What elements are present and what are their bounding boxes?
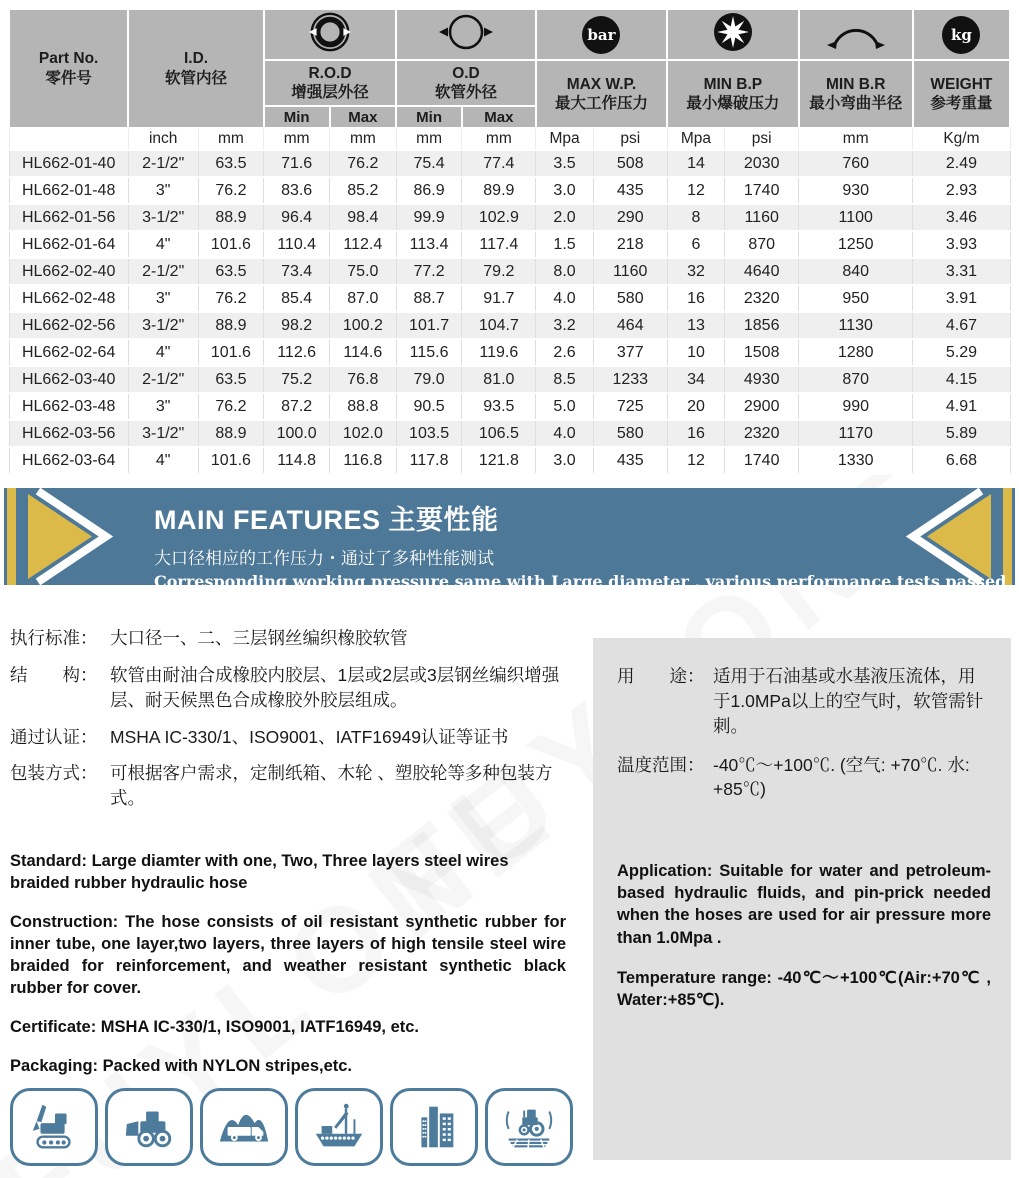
spec-value-cell: 870: [725, 231, 799, 258]
unit-cell: mm: [264, 128, 330, 150]
spec-text: MSHA IC-330/1、ISO9001、IATF16949认证等证书: [110, 726, 509, 747]
spec-value-cell: 81.0: [462, 366, 536, 393]
spec-value-cell: 990: [799, 393, 913, 420]
spec-value-cell: 930: [799, 177, 913, 204]
spec-value-cell: 3": [128, 177, 198, 204]
table-row: [9, 231, 1010, 258]
ship-icon: [295, 1088, 383, 1166]
spec-value-cell: 117.8: [396, 447, 462, 474]
spec-text: 适用于石油基或水基液压流体，用于1.0MPa以上的空气时，软管需针刺。: [713, 666, 984, 736]
certificate-paragraph-en: Certificate: MSHA IC-330/1, ISO9001, IATF16949, etc.: [10, 1018, 419, 1037]
unit-cell: Mpa: [536, 128, 594, 150]
spec-value-cell: 1508: [725, 339, 799, 366]
spec-value-cell: 63.5: [198, 150, 264, 177]
spec-value-cell: 870: [799, 366, 913, 393]
spec-item-standard-zh: [10, 626, 572, 651]
table-row: [9, 258, 1010, 285]
spec-value-cell: 725: [593, 393, 667, 420]
spec-value-cell: 3.46: [913, 204, 1010, 231]
spec-value-cell: 79.2: [462, 258, 536, 285]
bar-pressure-icon: bar: [582, 16, 620, 54]
spec-value-cell: 100.2: [330, 312, 397, 339]
bend-radius-icon: [823, 39, 889, 56]
spec-value-cell: 2-1/2": [128, 366, 198, 393]
spec-value-cell: 76.2: [198, 177, 264, 204]
spec-value-cell: 75.0: [330, 258, 397, 285]
spec-value-cell: 86.9: [396, 177, 462, 204]
spec-value-cell: 63.5: [198, 366, 264, 393]
spec-value-cell: 121.8: [462, 447, 536, 474]
header-weight: [913, 60, 1010, 128]
spec-table-body: [9, 150, 1010, 474]
header-min-br-zh: 最小弯曲半径: [809, 95, 903, 112]
main-features-banner: [4, 488, 1015, 591]
spec-value-cell: 580: [593, 420, 667, 447]
burst-badge-cell: [667, 9, 798, 60]
units-row: [9, 128, 1010, 150]
spec-value-cell: 6.68: [913, 447, 1010, 474]
spec-value-cell: 580: [593, 285, 667, 312]
spec-value-cell: 4.15: [913, 366, 1010, 393]
part-no-cell: HL662-03-64: [9, 447, 128, 474]
spec-value-cell: 75.4: [396, 150, 462, 177]
spec-value-cell: 218: [593, 231, 667, 258]
reinforcement-ring-icon: [308, 41, 352, 58]
spec-value-cell: 3.0: [536, 447, 594, 474]
spec-value-cell: 12: [667, 447, 725, 474]
spec-value-cell: 16: [667, 285, 725, 312]
spec-value-cell: 16: [667, 420, 725, 447]
spec-value-cell: 104.7: [462, 312, 536, 339]
part-no-cell: HL662-02-48: [9, 285, 128, 312]
usage-item-temperature-zh: [617, 753, 991, 803]
spec-value-cell: 4": [128, 447, 198, 474]
spec-value-cell: 508: [593, 150, 667, 177]
spec-value-cell: 1856: [725, 312, 799, 339]
spec-label: 温度范围：: [617, 754, 705, 775]
spec-value-cell: 3-1/2": [128, 312, 198, 339]
spec-value-cell: 435: [593, 447, 667, 474]
part-no-cell: HL662-01-40: [9, 150, 128, 177]
spec-label: 结 构：: [10, 664, 98, 685]
building-icon: [390, 1088, 478, 1166]
english-specs-section: [10, 833, 566, 1094]
spec-value-cell: 1130: [799, 312, 913, 339]
spec-value-cell: 117.4: [462, 231, 536, 258]
header-max-wp-zh: 最大工作压力: [554, 95, 648, 112]
spec-value-cell: 85.4: [264, 285, 330, 312]
spec-value-cell: 8.0: [536, 258, 594, 285]
kg-badge-cell: [913, 9, 1010, 60]
spec-value-cell: 14: [667, 150, 725, 177]
part-no-cell: HL662-02-64: [9, 339, 128, 366]
spec-value-cell: 116.8: [330, 447, 397, 474]
spec-value-cell: 1280: [799, 339, 913, 366]
part-no-cell: HL662-03-40: [9, 366, 128, 393]
spec-text: 软管由耐油合成橡胶内胶层、1层或2层或3层钢丝编织增强层、耐天候黑色合成橡胶外胶层组成。: [110, 664, 560, 710]
spec-value-cell: 3.0: [536, 177, 594, 204]
spec-value-cell: 88.9: [198, 204, 264, 231]
header-od-min: Min: [396, 106, 462, 128]
spec-value-cell: 77.4: [462, 150, 536, 177]
spec-value-cell: 114.6: [330, 339, 397, 366]
spec-value-cell: 10: [667, 339, 725, 366]
spec-text: 大口径一、二、三层钢丝编织橡胶软管: [110, 628, 408, 648]
unit-cell: inch: [128, 128, 198, 150]
spec-value-cell: 115.6: [396, 339, 462, 366]
spec-value-cell: 4": [128, 231, 198, 258]
spec-value-cell: 5.89: [913, 420, 1010, 447]
spec-value-cell: 1160: [593, 258, 667, 285]
banner-title-en: MAIN FEATURES: [154, 505, 381, 535]
spec-value-cell: 87.2: [264, 393, 330, 420]
unit-cell: psi: [593, 128, 667, 150]
spec-value-cell: 2030: [725, 150, 799, 177]
spec-value-cell: 71.6: [264, 150, 330, 177]
spec-value-cell: 101.6: [198, 447, 264, 474]
spec-value-cell: 377: [593, 339, 667, 366]
unit-cell: mm: [396, 128, 462, 150]
spec-value-cell: 88.7: [396, 285, 462, 312]
spec-value-cell: 1233: [593, 366, 667, 393]
table-row: [9, 339, 1010, 366]
spec-value-cell: 101.6: [198, 231, 264, 258]
banner-subtitle-en: Corresponding working pressure same with Large diameter , various performance tests passed: [154, 572, 1007, 591]
spec-value-cell: 83.6: [264, 177, 330, 204]
spec-value-cell: 2-1/2": [128, 258, 198, 285]
spec-value-cell: 760: [799, 150, 913, 177]
header-max-wp: [536, 60, 667, 128]
header-max-wp-en: MAX W.P.: [566, 75, 637, 93]
part-no-cell: HL662-03-48: [9, 393, 128, 420]
spec-value-cell: 1100: [799, 204, 913, 231]
burst-star-icon: [713, 39, 753, 56]
excavator-icon: [10, 1088, 98, 1166]
spec-label: 通过认证：: [10, 726, 98, 747]
part-no-cell: HL662-01-48: [9, 177, 128, 204]
spec-value-cell: 112.4: [330, 231, 397, 258]
banner-subtitle-zh: 大口径相应的工作压力・通过了多种性能测试: [154, 549, 494, 568]
spec-value-cell: 8: [667, 204, 725, 231]
part-no-cell: HL662-03-56: [9, 420, 128, 447]
header-part-no: [9, 9, 128, 128]
construction-paragraph-en: Construction: The hose consists of oil resistant synthetic rubber for inner tube, one layer,two layers, three layers of high tensile steel wire braided for reinforcement, and weather resistant synthetic black rubber for cover.: [10, 912, 566, 998]
spec-value-cell: 76.2: [198, 393, 264, 420]
spec-value-cell: 290: [593, 204, 667, 231]
unit-cell: Mpa: [667, 128, 725, 150]
outer-diameter-icon: [437, 39, 495, 56]
table-row: [9, 204, 1010, 231]
spec-value-cell: 4.0: [536, 420, 594, 447]
spec-value-cell: 3-1/2": [128, 204, 198, 231]
part-no-cell: HL662-02-40: [9, 258, 128, 285]
spec-value-cell: 76.2: [198, 285, 264, 312]
spec-value-cell: 3.93: [913, 231, 1010, 258]
spec-value-cell: 2320: [725, 285, 799, 312]
spec-value-cell: 76.2: [330, 150, 397, 177]
header-od-zh: 软管外径: [434, 84, 497, 101]
spec-label: 包装方式：: [10, 763, 98, 784]
spec-value-cell: 1.5: [536, 231, 594, 258]
spec-value-cell: 2.6: [536, 339, 594, 366]
header-min-br-en: MIN B.R: [825, 75, 886, 93]
spec-value-cell: 99.9: [396, 204, 462, 231]
spec-value-cell: 102.0: [330, 420, 397, 447]
spec-value-cell: 5.0: [536, 393, 594, 420]
spec-value-cell: 1160: [725, 204, 799, 231]
spec-value-cell: 1330: [799, 447, 913, 474]
tractor-icon: [485, 1088, 573, 1166]
spec-value-cell: 1740: [725, 177, 799, 204]
unit-cell: [9, 128, 128, 150]
spec-value-cell: 91.7: [462, 285, 536, 312]
spec-value-cell: 88.9: [198, 312, 264, 339]
header-rod: [264, 60, 396, 106]
header-min-bp-zh: 最小爆破压力: [686, 95, 780, 112]
unit-cell: mm: [799, 128, 913, 150]
spec-value-cell: 3-1/2": [128, 420, 198, 447]
spec-value-cell: 87.0: [330, 285, 397, 312]
mining-truck-icon: [200, 1088, 288, 1166]
banner-title: [154, 498, 1006, 537]
spec-item-construction-zh: [10, 663, 572, 713]
spec-value-cell: 1250: [799, 231, 913, 258]
standard-paragraph-en: Standard: Large diamter with one, Two, Three layers steel wires braided rubber hydraulic hose: [10, 851, 509, 892]
spec-value-cell: 4.67: [913, 312, 1010, 339]
spec-value-cell: 3.31: [913, 258, 1010, 285]
spec-value-cell: 13: [667, 312, 725, 339]
header-rod-en: R.O.D: [308, 64, 352, 82]
table-row: [9, 150, 1010, 177]
spec-value-cell: 93.5: [462, 393, 536, 420]
part-no-cell: HL662-01-64: [9, 231, 128, 258]
application-paragraph-en: Application: Suitable for water and petroleum-based hydraulic fluids, and pin-prick needed when the hoses are used for air pressure more than 1.0Mpa .: [617, 862, 991, 947]
table-row: [9, 312, 1010, 339]
spec-value-cell: 840: [799, 258, 913, 285]
unit-cell: mm: [330, 128, 397, 150]
spec-value-cell: 3": [128, 285, 198, 312]
spec-value-cell: 20: [667, 393, 725, 420]
spec-value-cell: 3.2: [536, 312, 594, 339]
unit-cell: psi: [725, 128, 799, 150]
spec-value-cell: 88.8: [330, 393, 397, 420]
spec-value-cell: 2.0: [536, 204, 594, 231]
spec-value-cell: 8.5: [536, 366, 594, 393]
spec-value-cell: 2.49: [913, 150, 1010, 177]
spec-item-packaging-zh: [10, 761, 572, 811]
spec-value-cell: 96.4: [264, 204, 330, 231]
header-part-no-en: Part No.: [38, 50, 99, 68]
header-id-zh: 软管内径: [165, 69, 228, 87]
spec-value-cell: 435: [593, 177, 667, 204]
spec-value-cell: 6: [667, 231, 725, 258]
spec-value-cell: 4.91: [913, 393, 1010, 420]
spec-value-cell: 3.91: [913, 285, 1010, 312]
unit-cell: mm: [198, 128, 264, 150]
header-min-bp-en: MIN B.P: [703, 75, 763, 93]
spec-value-cell: 77.2: [396, 258, 462, 285]
spec-text: 可根据客户需求，定制纸箱、木轮 、塑胶轮等多种包装方式。: [110, 763, 553, 809]
header-rod-max: Max: [330, 106, 397, 128]
header-rod-min: Min: [264, 106, 330, 128]
application-icons-row: [10, 1088, 573, 1166]
chinese-specs-section: [10, 626, 572, 823]
table-row: [9, 285, 1010, 312]
spec-value-cell: 101.7: [396, 312, 462, 339]
spec-value-cell: 113.4: [396, 231, 462, 258]
spec-value-cell: 76.8: [330, 366, 397, 393]
spec-label: 执行标准：: [10, 628, 98, 648]
table-row: [9, 420, 1010, 447]
banner-title-zh: 主要性能: [388, 505, 499, 535]
spec-value-cell: 1740: [725, 447, 799, 474]
spec-value-cell: 75.2: [264, 366, 330, 393]
spec-value-cell: 4": [128, 339, 198, 366]
bar-badge-cell: [536, 9, 667, 60]
header-weight-en: WEIGHT: [930, 75, 993, 93]
spec-item-certificate-zh: [10, 725, 572, 750]
spec-value-cell: 2320: [725, 420, 799, 447]
spec-value-cell: 100.0: [264, 420, 330, 447]
spec-value-cell: 464: [593, 312, 667, 339]
spec-value-cell: 90.5: [396, 393, 462, 420]
spec-value-cell: 85.2: [330, 177, 397, 204]
table-row: [9, 366, 1010, 393]
rod-diagram-cell: [264, 9, 396, 60]
spec-value-cell: 98.4: [330, 204, 397, 231]
spec-value-cell: 63.5: [198, 258, 264, 285]
spec-value-cell: 32: [667, 258, 725, 285]
table-header: [9, 9, 1010, 128]
spec-value-cell: 1170: [799, 420, 913, 447]
banner-chevron-left-icon: [4, 488, 124, 585]
spec-text: -40℃～+100℃. (空气: +70℃. 水: +85℃): [713, 754, 970, 800]
part-no-cell: HL662-01-56: [9, 204, 128, 231]
spec-value-cell: 950: [799, 285, 913, 312]
header-weight-zh: 参考重量: [930, 95, 993, 112]
spec-value-cell: 4930: [725, 366, 799, 393]
table-row: [9, 177, 1010, 204]
table-row: [9, 447, 1010, 474]
header-id: [128, 9, 263, 128]
table-row: [9, 393, 1010, 420]
part-no-cell: HL662-02-56: [9, 312, 128, 339]
spec-value-cell: 3": [128, 393, 198, 420]
spec-value-cell: 3.5: [536, 150, 594, 177]
header-min-br: [799, 60, 913, 128]
spec-value-cell: 119.6: [462, 339, 536, 366]
spec-label: 用 途：: [617, 666, 705, 686]
od-diagram-cell: [396, 9, 536, 60]
spec-value-cell: 79.0: [396, 366, 462, 393]
spec-value-cell: 34: [667, 366, 725, 393]
spec-value-cell: 112.6: [264, 339, 330, 366]
spec-value-cell: 4.0: [536, 285, 594, 312]
spec-value-cell: 114.8: [264, 447, 330, 474]
header-od: [396, 60, 536, 106]
spec-value-cell: 5.29: [913, 339, 1010, 366]
spec-value-cell: 2900: [725, 393, 799, 420]
usage-item-application-zh: [617, 664, 991, 739]
bend-badge-cell: [799, 9, 913, 60]
spec-value-cell: 103.5: [396, 420, 462, 447]
unit-cell: Kg/m: [913, 128, 1010, 150]
spec-value-cell: 102.9: [462, 204, 536, 231]
header-od-max: Max: [462, 106, 536, 128]
header-id-en: I.D.: [183, 50, 209, 68]
application-panel: [593, 638, 1011, 1160]
unit-cell: mm: [462, 128, 536, 150]
header-min-bp: [667, 60, 798, 128]
kg-weight-icon: kg: [942, 16, 980, 54]
spec-value-cell: 4640: [725, 258, 799, 285]
spec-value-cell: 88.9: [198, 420, 264, 447]
wheel-loader-icon: [105, 1088, 193, 1166]
header-od-en: O.D: [452, 64, 480, 82]
spec-value-cell: 2.93: [913, 177, 1010, 204]
spec-value-cell: 101.6: [198, 339, 264, 366]
header-rod-zh: 增强层外径: [291, 84, 369, 101]
spec-value-cell: 73.4: [264, 258, 330, 285]
spec-value-cell: 98.2: [264, 312, 330, 339]
spec-value-cell: 110.4: [264, 231, 330, 258]
spec-table: [8, 8, 1011, 475]
spec-value-cell: 106.5: [462, 420, 536, 447]
spec-value-cell: 89.9: [462, 177, 536, 204]
packaging-paragraph-en: Packaging: Packed with NYLON stripes,etc.: [10, 1057, 353, 1076]
spec-value-cell: 12: [667, 177, 725, 204]
spec-value-cell: 2-1/2": [128, 150, 198, 177]
temperature-paragraph-en: Temperature range: -40℃～+100℃(Air:+70℃ , Water:+85℃).: [617, 968, 991, 1009]
header-part-no-zh: 零件号: [45, 69, 92, 87]
